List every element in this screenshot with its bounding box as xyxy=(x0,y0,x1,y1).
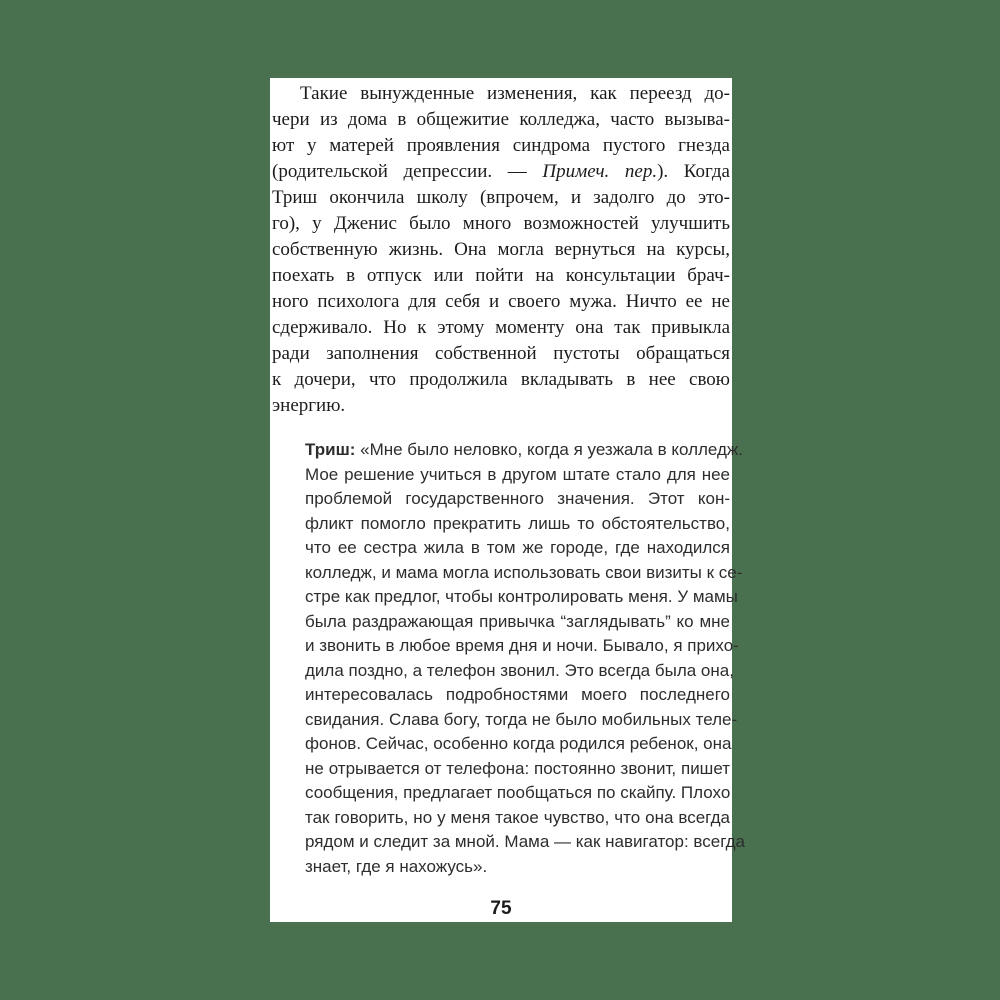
paragraph-line xyxy=(272,159,730,185)
quote-line: не отрывается от телефона: постоянно звонит, пишет xyxy=(305,758,730,778)
paragraph-line: собственную жизнь. Она могла вернуться на курсы, xyxy=(272,239,730,260)
page-number: 75 xyxy=(490,898,512,919)
quote-line: дила поздно, а телефон звонил. Это всегда была она, xyxy=(305,660,734,680)
quote-line: интересовалась подробностями моего последнего xyxy=(305,685,730,704)
paragraph-line: чери из дома в общежитие колледжа, часто вызыва- xyxy=(272,109,730,130)
book-page xyxy=(270,78,745,922)
quote-line: рядом и следит за мной. Мама — как навигатор: всегда xyxy=(305,832,745,851)
quote-line xyxy=(305,438,744,463)
paragraph-line: го), у Дженис было много возможностей улучшить xyxy=(272,213,730,234)
paragraph-line: Такие вынужденные изменения, как переезд до- xyxy=(300,83,730,104)
paragraph-line: энергию. xyxy=(272,395,346,416)
quote-line: знает, где я нахожусь». xyxy=(305,856,488,876)
quote-line: так говорить, но у меня такое чувство, что она всегда xyxy=(305,807,730,827)
quote-line: фликт помогло прекратить лишь то обстоятельство, xyxy=(305,513,730,533)
paragraph-line: Триш окончила школу (впрочем, и задолго до это- xyxy=(272,187,730,208)
paragraph-line: ного психолога для себя и своего мужа. Ничто ее не xyxy=(272,291,730,312)
quote-line: что ее сестра жила в том же городе, где находился xyxy=(305,538,730,557)
paragraph-line: ради заполнения собственной пустоты обращаться xyxy=(272,343,730,364)
quote-line: стре как предлог, чтобы контролировать меня. У мамы xyxy=(305,587,738,606)
paragraph-line: ют у матерей проявления синдрома пустого гнезда xyxy=(272,135,730,156)
quote-line: Мое решение учиться в другом штате стало для нее xyxy=(305,464,730,484)
quote-block xyxy=(305,438,745,879)
quote-line: фонов. Сейчас, особенно когда родился ребенок, она xyxy=(305,734,732,753)
paragraph-line: к дочери, что продолжила вкладывать в нее свою xyxy=(272,369,730,390)
quote-line: проблемой государственного значения. Этот кон- xyxy=(305,489,730,508)
quote-speaker-label: Триш: xyxy=(305,440,356,459)
translator-note-italic: Примеч. пер. xyxy=(542,161,658,182)
quote-line: сообщения, предлагает пообщаться по скайпу. Плохо xyxy=(305,783,731,802)
paragraph-line: поехать в отпуск или пойти на консультации брач- xyxy=(272,265,730,286)
quote-line: и звонить в любое время дня и ночи. Бывало, я прихо- xyxy=(305,636,739,655)
paragraph-line: сдерживало. Но к этому моменту она так привыкла xyxy=(272,317,730,338)
quote-line-segment: «Мне было неловко, когда я уезжала в колледж. xyxy=(355,440,744,459)
quote-line: колледж, и мама могла использовать свои визиты к се- xyxy=(305,562,743,582)
paragraph-line-segment: ). Когда xyxy=(657,161,730,182)
body-paragraph xyxy=(272,81,730,419)
quote-line: свидания. Слава богу, тогда не было мобильных теле- xyxy=(305,709,738,729)
paragraph-line-segment: (родительской депрессии. — xyxy=(272,161,543,182)
quote-line: была раздражающая привычка “заглядывать” ко мне xyxy=(305,611,730,631)
